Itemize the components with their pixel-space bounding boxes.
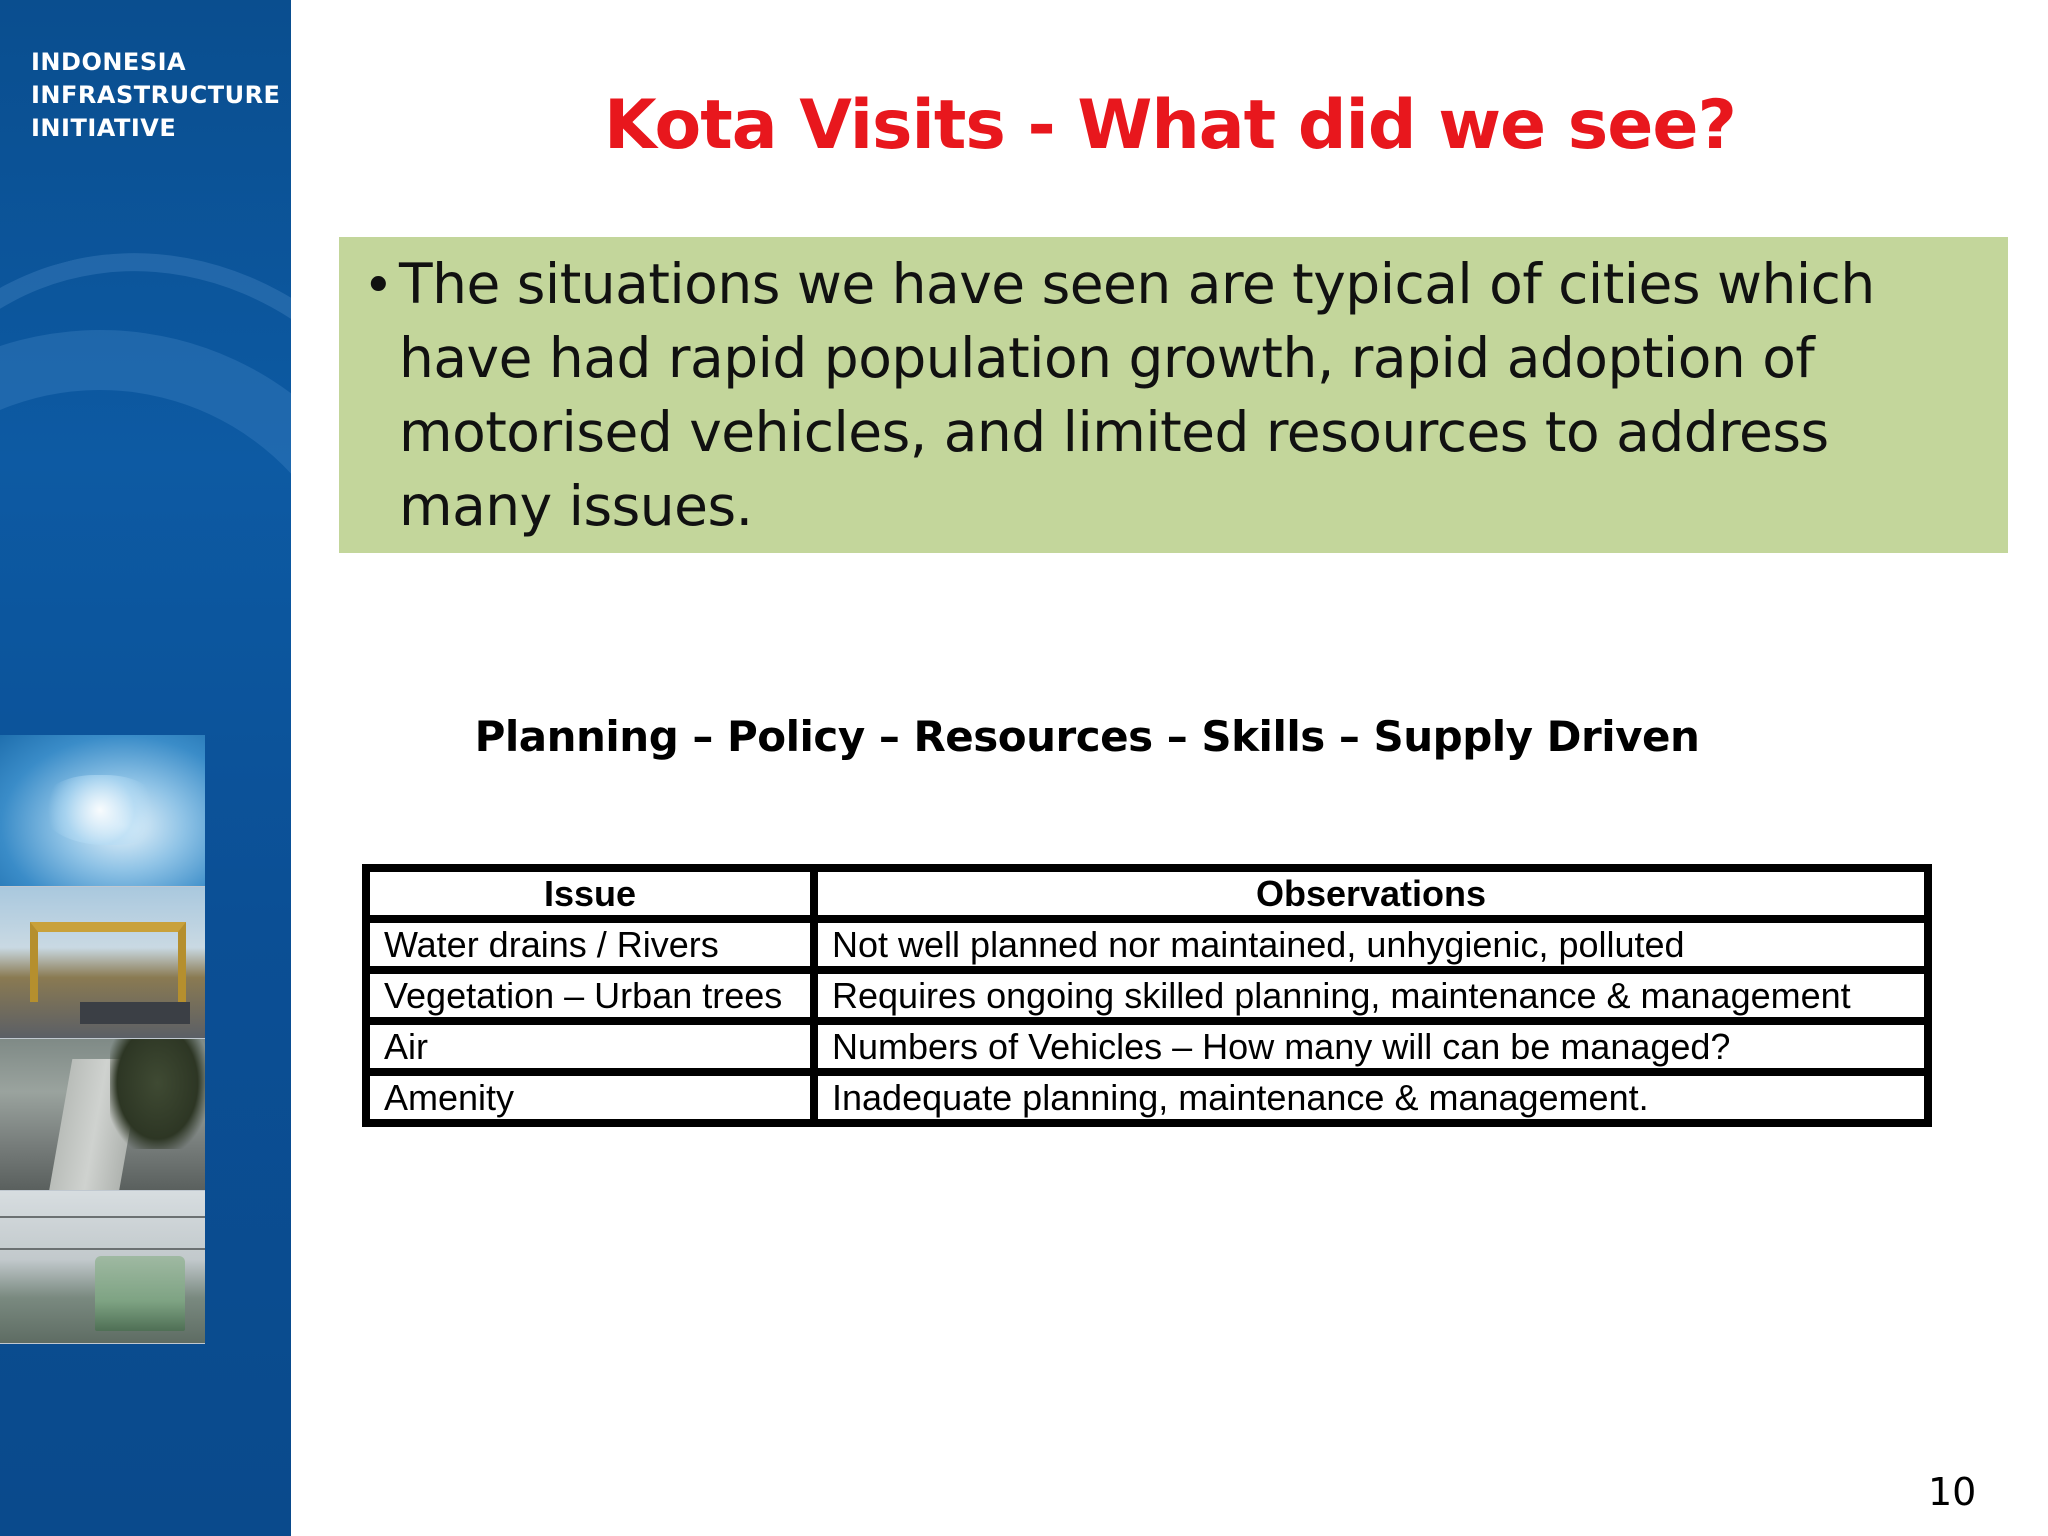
observation-cell: Not well planned nor maintained, unhygienic, polluted <box>818 923 1924 966</box>
issue-cell: Water drains / Rivers <box>370 923 810 966</box>
sidebar <box>0 0 291 1536</box>
brand-line-1: INDONESIA <box>31 48 187 76</box>
city-road-photo <box>0 1039 205 1191</box>
slide-title: Kota Visits - What did we see? <box>604 86 1736 165</box>
observation-cell: Numbers of Vehicles – How many will can be managed? <box>818 1025 1924 1068</box>
table-row <box>370 974 1924 1017</box>
header-issue: Issue <box>370 872 810 915</box>
table-row <box>370 1025 1924 1068</box>
page-number: 10 <box>1928 1470 1977 1514</box>
ship-shape <box>80 1002 190 1024</box>
sidebar-photo-strip <box>0 735 205 1344</box>
brand-line-2: INFRASTRUCTURE <box>31 81 281 109</box>
issue-cell: Amenity <box>370 1076 810 1119</box>
observation-cell: Inadequate planning, maintenance & management. <box>818 1076 1924 1119</box>
brand-line-3: INITIATIVE <box>31 114 177 142</box>
brand-logo-text <box>31 46 280 145</box>
train-car-shape <box>95 1256 185 1331</box>
bullet-icon: • <box>363 256 394 316</box>
tree-shape <box>110 1039 205 1149</box>
table-row <box>370 923 1924 966</box>
observations-table-container <box>362 864 1932 1127</box>
observations-table <box>362 864 1932 1127</box>
water-splash-photo <box>0 735 205 887</box>
water-splash-shape <box>40 775 160 845</box>
commuter-train-photo <box>0 1191 205 1344</box>
issue-cell: Air <box>370 1025 810 1068</box>
port-cranes-photo <box>0 887 205 1039</box>
themes-subheading: Planning – Policy – Resources – Skills – Supply Driven <box>474 712 1700 761</box>
header-observations: Observations <box>818 872 1924 915</box>
issue-cell: Vegetation – Urban trees <box>370 974 810 1017</box>
summary-text: The situations we have seen are typical of cities which have had rapid population growth, rapid adoption of motorised vehicles, and limited resources to address many issues. <box>399 252 1875 538</box>
table-row <box>370 1076 1924 1119</box>
overhead-wires-shape <box>0 1216 205 1250</box>
table-header-row <box>370 872 1924 915</box>
summary-callout <box>339 237 2008 553</box>
crane-shape <box>30 922 186 1002</box>
observation-cell: Requires ongoing skilled planning, maintenance & management <box>818 974 1924 1017</box>
